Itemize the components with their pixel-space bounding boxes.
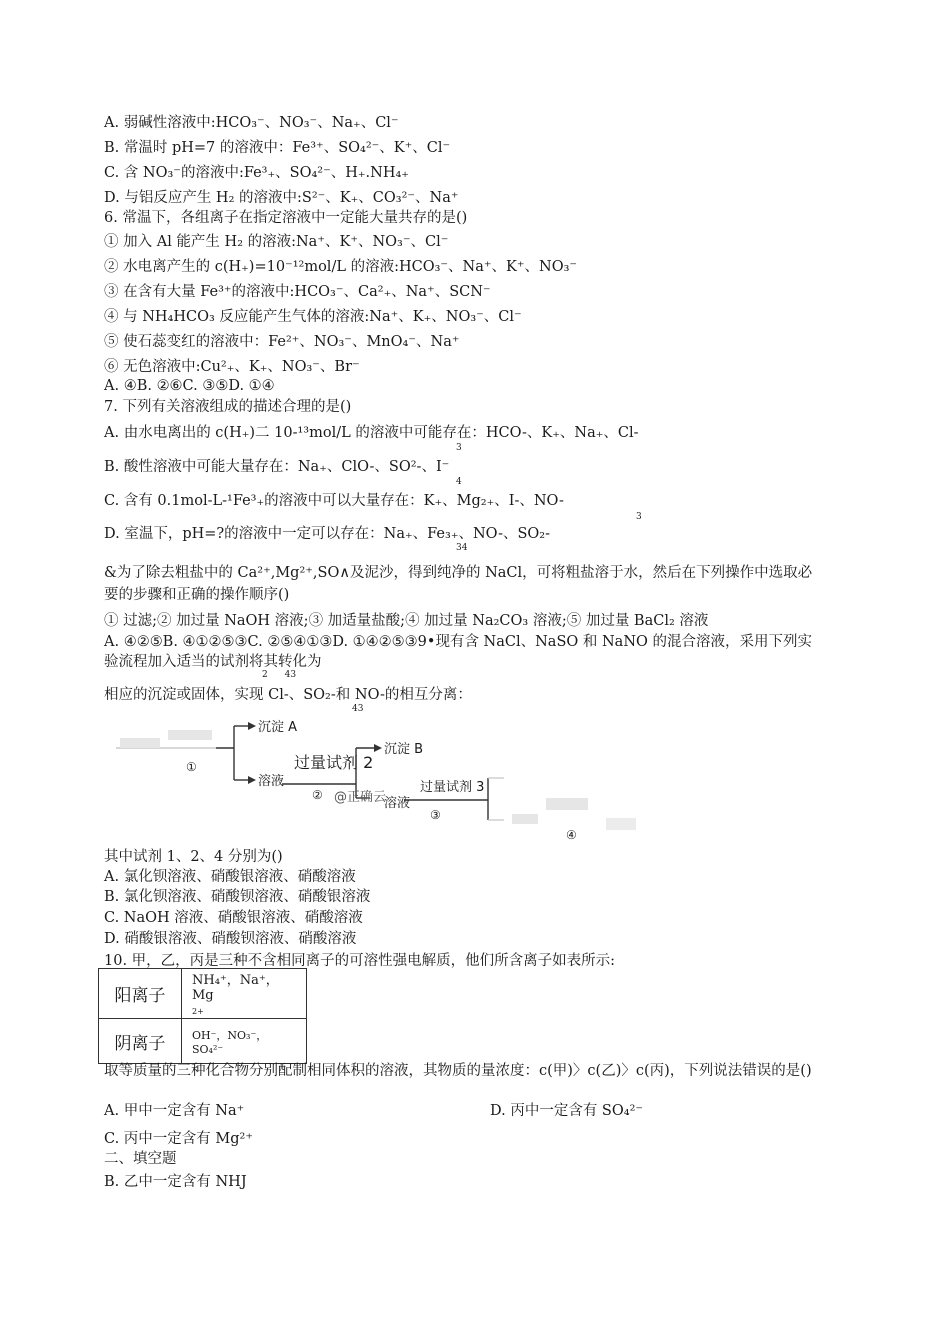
option-a: A. 甲中一定含有 Na⁺ [104, 1103, 245, 1119]
text-line: ③ 在含有大量 Fe³⁺的溶液中:HCO₃⁻、Ca²₊、Na⁺、SCN⁻ [104, 284, 491, 300]
subscript-note: 4 [456, 477, 462, 487]
subscript-note: 3 [456, 443, 462, 453]
text-line: C. 含 NO₃⁻的溶液中:Fe³₊、SO₄²⁻、H₊.NH₄₊ [104, 165, 409, 181]
text-line: 取等质量的三种化合物分别配制相同体积的溶液，其物质的量浓度：c(甲)〉c(乙)〉c(丙)，下列说法错误的是() [104, 1063, 812, 1079]
text-line: A. 弱碱性溶液中:HCO₃⁻、NO₃⁻、Na₊、Cl⁻ [104, 115, 399, 131]
subscript-note: 2 43 [262, 670, 297, 680]
option-b: B. 乙中一定含有 NHJ [104, 1174, 247, 1190]
text-line: 其中试剂 1、2、4 分别为() [104, 849, 283, 865]
subscript-note: 34 [456, 543, 468, 553]
option-c: C. 丙中一定含有 Mg²⁺ [104, 1131, 253, 1147]
cation-values [182, 969, 307, 1019]
anion-values: OH⁻，NO₃⁻，SO₄²⁻ [182, 1019, 307, 1064]
section-heading: 二、填空题 [104, 1151, 177, 1167]
text-line: ⑥ 无色溶液中:Cu²₊、K₊、NO₃⁻、Br⁻ [104, 359, 360, 375]
text-line: A. 由水电离出的 c(H₊)二 10-¹³mol/L 的溶液中可能存在：HCO-、K₊、Na₊、Cl- [104, 425, 639, 441]
subscript-note: 3 [636, 512, 642, 522]
reagent-3-label: 过量试剂 3 [420, 780, 485, 795]
text-line: 相应的沉淀或固体，实现 Cl-、SO₂-和 NO-的相互分离： [104, 687, 472, 703]
question-10: 10. 甲，乙，丙是三种不含相同离子的可溶性强电解质，他们所含离子如表所示: [104, 953, 616, 969]
text-line: ① 加入 Al 能产生 H₂ 的溶液:Na⁺、K⁺、NO₃⁻、Cl⁻ [104, 234, 449, 250]
text-line: ④ 与 NH₄HCO₃ 反应能产生气体的溶液:Na⁺、K₊、NO₃⁻、Cl⁻ [104, 309, 522, 325]
question-8: &为了除去粗盐中的 Ca²⁺,Mg²⁺,SO∧及泥沙，得到纯净的 NaCl，可将粗盐溶于水，然后在下列操作中选取必要的步骤和正确的操作顺序() [104, 565, 813, 603]
cation-superscript: 2+ [192, 1007, 204, 1016]
anion-header: 阴离子 [99, 1019, 182, 1064]
question-9: A. ④②⑤B. ④①②⑤③C. ②⑤④①③D. ①④②⑤③9•现有含 NaCl、NaSO 和 NaNO 的混合溶液，采用下列实验流程加入适当的试剂将其转化为 [104, 634, 813, 670]
cation-header: 阳离子 [99, 969, 182, 1019]
precipitate-b-label: 沉淀 B [384, 742, 424, 757]
step-1-label: ① [186, 760, 197, 774]
option-b: B. 氯化钡溶液、硝酸钡溶液、硝酸银溶液 [104, 889, 371, 905]
ion-table [98, 968, 307, 1064]
reagent-2-label: 过量试剂 2 [294, 753, 374, 772]
option-d: D. 硝酸银溶液、硝酸钡溶液、硝酸溶液 [104, 931, 357, 947]
subscript-note: 43 [352, 704, 364, 714]
question-6: 6. 常温下，各组离子在指定溶液中一定能大量共存的是() [104, 210, 468, 226]
precipitate-a-label: 沉淀 A [258, 720, 298, 735]
text-line: D. 室温下，pH=?的溶液中一定可以存在：Na₊、Fe₃₊、NO-、SO₂- [104, 526, 551, 542]
solution-1-label: 溶液 [258, 774, 285, 789]
text-line: ② 水电离产生的 c(H₊)=10⁻¹²mol/L 的溶液:HCO₃⁻、Na⁺、K⁺、NO₃⁻ [104, 259, 578, 275]
text-line: D. 与铝反应产生 H₂ 的溶液中:S²⁻、K₊、CO₃²⁻、Na⁺ [104, 190, 459, 206]
flow-lines [108, 708, 668, 848]
separation-flow-diagram [108, 708, 668, 848]
option-a: A. 氯化钡溶液、硝酸银溶液、硝酸溶液 [104, 869, 356, 885]
text-line: B. 酸性溶液中可能大量存在：Na₊、ClO-、SO²-、I⁻ [104, 459, 450, 475]
text-line: ① 过滤;② 加过量 NaOH 溶液;③ 加适量盐酸;④ 加过量 Na₂CO₃ 溶液;⑤ 加过量 BaCl₂ 溶液 [104, 613, 709, 629]
step-4-label: ④ [566, 828, 577, 842]
cation-list: NH₄⁺，Na⁺，Mg [192, 973, 279, 1003]
solution-2-label: 溶液 [384, 796, 411, 811]
step-2-label: ② [312, 788, 323, 802]
text-line: ⑤ 使石蕊变红的溶液中：Fe²⁺、NO₃⁻、MnO₄⁻、Na⁺ [104, 334, 460, 350]
watermark: @正确云 [334, 790, 387, 805]
text-line: A. ④B. ②⑥C. ③⑤D. ①④ [104, 378, 275, 394]
text-line: C. 含有 0.1mol-L-¹Fe³₊的溶液中可以大量存在：K₊、Mg₂₊、I-、NO- [104, 493, 564, 509]
question-7: 7. 下列有关溶液组成的描述合理的是() [104, 399, 352, 415]
text-line: B. 常温时 pH=7 的溶液中：Fe³⁺、SO₄²⁻、K⁺、Cl⁻ [104, 140, 451, 156]
step-3-label: ③ [430, 808, 441, 822]
option-d: D. 丙中一定含有 SO₄²⁻ [490, 1103, 644, 1119]
option-c: C. NaOH 溶液、硝酸银溶液、硝酸溶液 [104, 910, 363, 926]
